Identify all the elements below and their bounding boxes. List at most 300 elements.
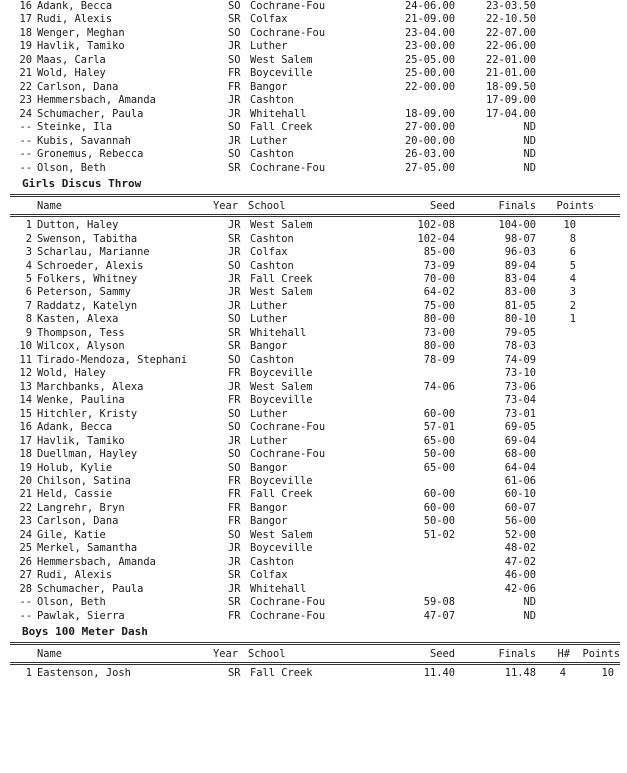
finals-mark: 52-00 bbox=[504, 528, 536, 541]
finals-mark: 81-05 bbox=[504, 299, 536, 312]
dash-results bbox=[10, 667, 620, 680]
place-cell: 22 bbox=[19, 80, 32, 93]
athlete-name: Maas, Carla bbox=[37, 53, 106, 66]
place-cell: 17 bbox=[19, 434, 32, 447]
place-cell: 13 bbox=[19, 380, 32, 393]
result-row bbox=[10, 667, 620, 680]
place-cell: 21 bbox=[19, 67, 32, 80]
header-finals: Finals bbox=[498, 200, 536, 213]
school-cell: Bangor bbox=[250, 515, 288, 528]
finals-mark: 17-09.00 bbox=[485, 94, 536, 107]
header-points: Points bbox=[556, 200, 594, 213]
school-cell: Boyceville bbox=[250, 542, 313, 555]
school-cell: Bangor bbox=[250, 501, 288, 514]
athlete-name: Pawlak, Sierra bbox=[37, 609, 125, 622]
year-cell: SO bbox=[228, 259, 241, 272]
year-cell: SR bbox=[228, 326, 241, 339]
school-cell: West Salem bbox=[250, 286, 313, 299]
heat-cell: 4 bbox=[559, 667, 566, 680]
athlete-name: Havlik, Tamiko bbox=[37, 40, 125, 53]
school-cell: Cashton bbox=[250, 148, 294, 161]
place-cell: 1 bbox=[25, 667, 32, 680]
points-cell: 10 bbox=[563, 219, 576, 232]
athlete-name: Scharlau, Marianne bbox=[37, 246, 150, 259]
school-cell: Cochrane-Fou bbox=[250, 161, 326, 174]
result-row bbox=[10, 529, 620, 542]
place-cell: 10 bbox=[19, 340, 32, 353]
seed-mark: 65-00 bbox=[423, 434, 455, 447]
athlete-name: Adank, Becca bbox=[37, 0, 113, 12]
school-cell: Luther bbox=[250, 313, 288, 326]
result-row bbox=[10, 354, 620, 367]
athlete-name: Wold, Haley bbox=[37, 367, 106, 380]
year-cell: FR bbox=[228, 609, 241, 622]
school-cell: West Salem bbox=[250, 528, 313, 541]
result-row bbox=[10, 421, 620, 434]
place-cell: 15 bbox=[19, 407, 32, 420]
year-cell: SO bbox=[228, 448, 241, 461]
athlete-name: Holub, Kylie bbox=[37, 461, 113, 474]
header-points: Points bbox=[582, 648, 620, 661]
place-cell: 12 bbox=[19, 367, 32, 380]
school-cell: Luther bbox=[250, 40, 288, 53]
result-row bbox=[10, 488, 620, 501]
seed-mark: 18-09.00 bbox=[404, 107, 455, 120]
result-row bbox=[10, 502, 620, 515]
result-row bbox=[10, 462, 620, 475]
seed-mark: 64-02 bbox=[423, 286, 455, 299]
place-cell: 8 bbox=[25, 313, 32, 326]
header-name: Name bbox=[37, 200, 63, 213]
result-row bbox=[10, 94, 620, 107]
result-row bbox=[10, 448, 620, 461]
place-cell: 14 bbox=[19, 394, 32, 407]
finals-mark: 47-02 bbox=[504, 555, 536, 568]
seed-mark: 57-01 bbox=[423, 421, 455, 434]
school-cell: Cashton bbox=[250, 259, 294, 272]
year-cell: SR bbox=[228, 13, 241, 26]
athlete-name: Folkers, Whitney bbox=[37, 272, 138, 285]
result-row bbox=[10, 13, 620, 26]
finals-mark: 68-00 bbox=[504, 448, 536, 461]
result-row bbox=[10, 327, 620, 340]
school-cell: Colfax bbox=[250, 13, 288, 26]
year-cell: SO bbox=[228, 53, 241, 66]
seed-mark: 27-05.00 bbox=[404, 161, 455, 174]
athlete-name: Thompson, Tess bbox=[37, 326, 125, 339]
result-row bbox=[10, 54, 620, 67]
school-cell: Cochrane-Fou bbox=[250, 0, 326, 12]
points-cell: 6 bbox=[569, 246, 576, 259]
athlete-name: Peterson, Sammy bbox=[37, 286, 131, 299]
school-cell: Cashton bbox=[250, 353, 294, 366]
athlete-name: Merkel, Samantha bbox=[37, 542, 138, 555]
school-cell: Bangor bbox=[250, 80, 288, 93]
school-cell: Boyceville bbox=[250, 475, 313, 487]
seed-mark: 47-07 bbox=[423, 609, 455, 622]
school-cell: Fall Creek bbox=[250, 667, 313, 680]
seed-mark: 26-03.00 bbox=[404, 148, 455, 161]
year-cell: JR bbox=[228, 246, 241, 259]
seed-mark: 75-00 bbox=[423, 299, 455, 312]
points-cell: 3 bbox=[569, 286, 576, 299]
school-cell: Luther bbox=[250, 407, 288, 420]
place-cell: 27 bbox=[19, 569, 32, 582]
seed-mark: 60-00 bbox=[423, 488, 455, 501]
result-row bbox=[10, 394, 620, 407]
seed-mark: 70-00 bbox=[423, 272, 455, 285]
place-cell: 7 bbox=[25, 299, 32, 312]
athlete-name: Carlson, Dana bbox=[37, 80, 119, 93]
athlete-name: Duellman, Hayley bbox=[37, 448, 138, 461]
year-cell: SO bbox=[228, 461, 241, 474]
seed-mark: 78-09 bbox=[423, 353, 455, 366]
year-cell: JR bbox=[228, 380, 241, 393]
athlete-name: Olson, Beth bbox=[37, 161, 106, 174]
place-cell: 23 bbox=[19, 515, 32, 528]
result-row bbox=[10, 313, 620, 326]
long-jump-results-continued bbox=[10, 0, 620, 175]
place-cell: 20 bbox=[19, 475, 32, 487]
finals-mark: 69-04 bbox=[504, 434, 536, 447]
place-cell: 3 bbox=[25, 246, 32, 259]
year-cell: JR bbox=[228, 107, 241, 120]
result-row bbox=[10, 148, 620, 161]
result-row bbox=[10, 300, 620, 313]
year-cell: SR bbox=[228, 161, 241, 174]
place-cell: 18 bbox=[19, 26, 32, 39]
points-cell: 4 bbox=[569, 272, 576, 285]
athlete-name: Hemmersbach, Amanda bbox=[37, 555, 156, 568]
place-cell: 16 bbox=[19, 0, 32, 12]
athlete-name: Wenger, Meghan bbox=[37, 26, 125, 39]
result-row bbox=[10, 121, 620, 134]
finals-mark: 98-07 bbox=[504, 232, 536, 245]
athlete-name: Carlson, Dana bbox=[37, 515, 119, 528]
school-cell: Bangor bbox=[250, 461, 288, 474]
finals-mark: 22-10.50 bbox=[485, 13, 536, 26]
year-cell: JR bbox=[228, 219, 241, 232]
result-row bbox=[10, 340, 620, 353]
year-cell: SR bbox=[228, 340, 241, 353]
result-row bbox=[10, 583, 620, 596]
athlete-name: Eastenson, Josh bbox=[37, 667, 131, 680]
school-cell: Boyceville bbox=[250, 394, 313, 407]
year-cell: SO bbox=[228, 528, 241, 541]
place-cell: -- bbox=[19, 161, 32, 174]
year-cell: FR bbox=[228, 367, 241, 380]
athlete-name: Wenke, Paulina bbox=[37, 394, 125, 407]
result-row bbox=[10, 367, 620, 380]
school-cell: Boyceville bbox=[250, 67, 313, 80]
finals-mark: 18-09.50 bbox=[485, 80, 536, 93]
seed-mark: 102-04 bbox=[417, 232, 455, 245]
points-cell: 8 bbox=[569, 232, 576, 245]
place-cell: 21 bbox=[19, 488, 32, 501]
result-row bbox=[10, 569, 620, 582]
school-cell: West Salem bbox=[250, 53, 313, 66]
result-row bbox=[10, 233, 620, 246]
school-cell: Luther bbox=[250, 299, 288, 312]
year-cell: JR bbox=[228, 299, 241, 312]
result-row bbox=[10, 273, 620, 286]
place-cell: 4 bbox=[25, 259, 32, 272]
place-cell: 24 bbox=[19, 528, 32, 541]
school-cell: West Salem bbox=[250, 219, 313, 232]
athlete-name: Schumacher, Paula bbox=[37, 107, 144, 120]
year-cell: JR bbox=[228, 94, 241, 107]
year-cell: SO bbox=[228, 0, 241, 12]
place-cell: 6 bbox=[25, 286, 32, 299]
result-row bbox=[10, 67, 620, 80]
finals-mark: 23-03.50 bbox=[485, 0, 536, 12]
finals-mark: 64-04 bbox=[504, 461, 536, 474]
place-cell: 19 bbox=[19, 40, 32, 53]
seed-mark: 21-09.00 bbox=[404, 13, 455, 26]
year-cell: SO bbox=[228, 421, 241, 434]
place-cell: 1 bbox=[25, 219, 32, 232]
year-cell: SO bbox=[228, 407, 241, 420]
athlete-name: Wilcox, Alyson bbox=[37, 340, 125, 353]
athlete-name: Dutton, Haley bbox=[37, 219, 119, 232]
seed-mark: 85-00 bbox=[423, 246, 455, 259]
school-cell: Whitehall bbox=[250, 582, 307, 595]
school-cell: Cochrane-Fou bbox=[250, 448, 326, 461]
place-cell: 5 bbox=[25, 272, 32, 285]
seed-mark: 73-00 bbox=[423, 326, 455, 339]
athlete-name: Marchbanks, Alexa bbox=[37, 380, 144, 393]
place-cell: -- bbox=[19, 609, 32, 622]
year-cell: FR bbox=[228, 515, 241, 528]
header-name: Name bbox=[37, 648, 63, 661]
seed-mark: 27-00.00 bbox=[404, 121, 455, 134]
finals-mark: 42-06 bbox=[504, 582, 536, 595]
section-title-discus: Girls Discus Throw bbox=[22, 177, 142, 191]
finals-mark: ND bbox=[523, 609, 536, 622]
place-cell: 22 bbox=[19, 501, 32, 514]
athlete-name: Wold, Haley bbox=[37, 67, 106, 80]
year-cell: SO bbox=[228, 26, 241, 39]
finals-mark: 78-03 bbox=[504, 340, 536, 353]
year-cell: JR bbox=[228, 286, 241, 299]
place-cell: 2 bbox=[25, 232, 32, 245]
place-cell: -- bbox=[19, 134, 32, 147]
result-row bbox=[10, 381, 620, 394]
finals-mark: 22-01.00 bbox=[485, 53, 536, 66]
athlete-name: Rudi, Alexis bbox=[37, 13, 113, 26]
seed-mark: 20-00.00 bbox=[404, 134, 455, 147]
seed-mark: 65-00 bbox=[423, 461, 455, 474]
school-cell: Cochrane-Fou bbox=[250, 596, 326, 609]
seed-mark: 80-00 bbox=[423, 340, 455, 353]
seed-mark: 80-00 bbox=[423, 313, 455, 326]
seed-mark: 74-06 bbox=[423, 380, 455, 393]
athlete-name: Kasten, Alexa bbox=[37, 313, 119, 326]
discus-results bbox=[10, 219, 620, 623]
seed-mark: 25-05.00 bbox=[404, 53, 455, 66]
year-cell: SO bbox=[228, 313, 241, 326]
athlete-name: Hitchler, Kristy bbox=[37, 407, 138, 420]
section-title-dash: Boys 100 Meter Dash bbox=[22, 625, 148, 639]
place-cell: 19 bbox=[19, 461, 32, 474]
finals-mark: 73-06 bbox=[504, 380, 536, 393]
finals-mark: 73-10 bbox=[504, 367, 536, 380]
year-cell: SO bbox=[228, 121, 241, 134]
school-cell: Cochrane-Fou bbox=[250, 609, 326, 622]
result-row bbox=[10, 108, 620, 121]
athlete-name: Rudi, Alexis bbox=[37, 569, 113, 582]
seed-mark: 22-00.00 bbox=[404, 80, 455, 93]
athlete-name: Schroeder, Alexis bbox=[37, 259, 144, 272]
finals-mark: 61-06 bbox=[504, 475, 536, 487]
result-row bbox=[10, 0, 620, 13]
finals-mark: 17-04.00 bbox=[485, 107, 536, 120]
seed-mark: 51-02 bbox=[423, 528, 455, 541]
year-cell: SR bbox=[228, 569, 241, 582]
result-row bbox=[10, 596, 620, 609]
school-cell: Luther bbox=[250, 134, 288, 147]
school-cell: Cashton bbox=[250, 555, 294, 568]
header-seed: Seed bbox=[429, 648, 455, 661]
year-cell: JR bbox=[228, 582, 241, 595]
result-row bbox=[10, 542, 620, 555]
athlete-name: Havlik, Tamiko bbox=[37, 434, 125, 447]
finals-mark: 11.48 bbox=[504, 667, 536, 680]
header-year: Year bbox=[213, 200, 239, 213]
year-cell: FR bbox=[228, 488, 241, 501]
year-cell: SR bbox=[228, 232, 241, 245]
school-cell: West Salem bbox=[250, 380, 313, 393]
finals-mark: 22-06.00 bbox=[485, 40, 536, 53]
school-cell: Luther bbox=[250, 434, 288, 447]
result-row bbox=[10, 135, 620, 148]
athlete-name: Raddatz, Katelyn bbox=[37, 299, 138, 312]
points-cell: 1 bbox=[569, 313, 576, 326]
seed-mark: 73-09 bbox=[423, 259, 455, 272]
seed-mark: 50-00 bbox=[423, 515, 455, 528]
year-cell: FR bbox=[228, 475, 241, 487]
seed-mark: 60-00 bbox=[423, 407, 455, 420]
athlete-name: Schumacher, Paula bbox=[37, 582, 144, 595]
finals-mark: 74-09 bbox=[504, 353, 536, 366]
place-cell: 28 bbox=[19, 582, 32, 595]
school-cell: Cochrane-Fou bbox=[250, 421, 326, 434]
finals-mark: 89-04 bbox=[504, 259, 536, 272]
school-cell: Whitehall bbox=[250, 107, 307, 120]
year-cell: FR bbox=[228, 501, 241, 514]
year-cell: FR bbox=[228, 67, 241, 80]
place-cell: -- bbox=[19, 148, 32, 161]
finals-mark: 73-01 bbox=[504, 407, 536, 420]
finals-mark: 79-05 bbox=[504, 326, 536, 339]
header-seed: Seed bbox=[429, 200, 455, 213]
athlete-name: Steinke, Ila bbox=[37, 121, 113, 134]
place-cell: 24 bbox=[19, 107, 32, 120]
finals-mark: ND bbox=[523, 596, 536, 609]
result-row bbox=[10, 40, 620, 53]
seed-mark: 59-08 bbox=[423, 596, 455, 609]
seed-mark: 23-00.00 bbox=[404, 40, 455, 53]
points-cell: 5 bbox=[569, 259, 576, 272]
seed-mark: 60-00 bbox=[423, 501, 455, 514]
place-cell: 25 bbox=[19, 542, 32, 555]
place-cell: 18 bbox=[19, 448, 32, 461]
header-finals: Finals bbox=[498, 648, 536, 661]
school-cell: Colfax bbox=[250, 569, 288, 582]
school-cell: Bangor bbox=[250, 340, 288, 353]
place-cell: 9 bbox=[25, 326, 32, 339]
finals-mark: 48-02 bbox=[504, 542, 536, 555]
finals-mark: ND bbox=[523, 134, 536, 147]
place-cell: 17 bbox=[19, 13, 32, 26]
result-row bbox=[10, 286, 620, 299]
seed-mark: 23-04.00 bbox=[404, 26, 455, 39]
year-cell: SO bbox=[228, 148, 241, 161]
points-cell: 2 bbox=[569, 299, 576, 312]
year-cell: FR bbox=[228, 394, 241, 407]
school-cell: Fall Creek bbox=[250, 488, 313, 501]
result-row bbox=[10, 219, 620, 232]
finals-mark: 104-00 bbox=[498, 219, 536, 232]
athlete-name: Held, Cassie bbox=[37, 488, 113, 501]
result-row bbox=[10, 610, 620, 623]
place-cell: 23 bbox=[19, 94, 32, 107]
year-cell: SR bbox=[228, 596, 241, 609]
header-school: School bbox=[248, 648, 286, 661]
year-cell: JR bbox=[228, 134, 241, 147]
result-row bbox=[10, 556, 620, 569]
header-heat: H# bbox=[557, 648, 570, 661]
result-row bbox=[10, 515, 620, 528]
school-cell: Cochrane-Fou bbox=[250, 26, 326, 39]
athlete-name: Hemmersbach, Amanda bbox=[37, 94, 156, 107]
results-page bbox=[10, 0, 620, 681]
athlete-name: Swenson, Tabitha bbox=[37, 232, 138, 245]
seed-mark: 11.40 bbox=[423, 667, 455, 680]
finals-mark: 60-07 bbox=[504, 501, 536, 514]
school-cell: Fall Creek bbox=[250, 121, 313, 134]
finals-mark: 69-05 bbox=[504, 421, 536, 434]
finals-mark: 21-01.00 bbox=[485, 67, 536, 80]
result-row bbox=[10, 162, 620, 175]
result-row bbox=[10, 260, 620, 273]
result-row bbox=[10, 81, 620, 94]
finals-mark: 73-04 bbox=[504, 394, 536, 407]
finals-mark: ND bbox=[523, 148, 536, 161]
year-cell: SO bbox=[228, 353, 241, 366]
finals-mark: 83-00 bbox=[504, 286, 536, 299]
place-cell: 20 bbox=[19, 53, 32, 66]
finals-mark: 56-00 bbox=[504, 515, 536, 528]
seed-mark: 50-00 bbox=[423, 448, 455, 461]
athlete-name: Olson, Beth bbox=[37, 596, 106, 609]
year-cell: SR bbox=[228, 667, 241, 680]
finals-mark: 96-03 bbox=[504, 246, 536, 259]
finals-mark: 22-07.00 bbox=[485, 26, 536, 39]
result-row bbox=[10, 408, 620, 421]
school-cell: Colfax bbox=[250, 246, 288, 259]
year-cell: JR bbox=[228, 434, 241, 447]
place-cell: -- bbox=[19, 596, 32, 609]
athlete-name: Kubis, Savannah bbox=[37, 134, 131, 147]
place-cell: -- bbox=[19, 121, 32, 134]
place-cell: 26 bbox=[19, 555, 32, 568]
school-cell: Cashton bbox=[250, 232, 294, 245]
year-cell: JR bbox=[228, 40, 241, 53]
result-row bbox=[10, 27, 620, 40]
school-cell: Boyceville bbox=[250, 367, 313, 380]
dash-header-row bbox=[10, 647, 620, 661]
